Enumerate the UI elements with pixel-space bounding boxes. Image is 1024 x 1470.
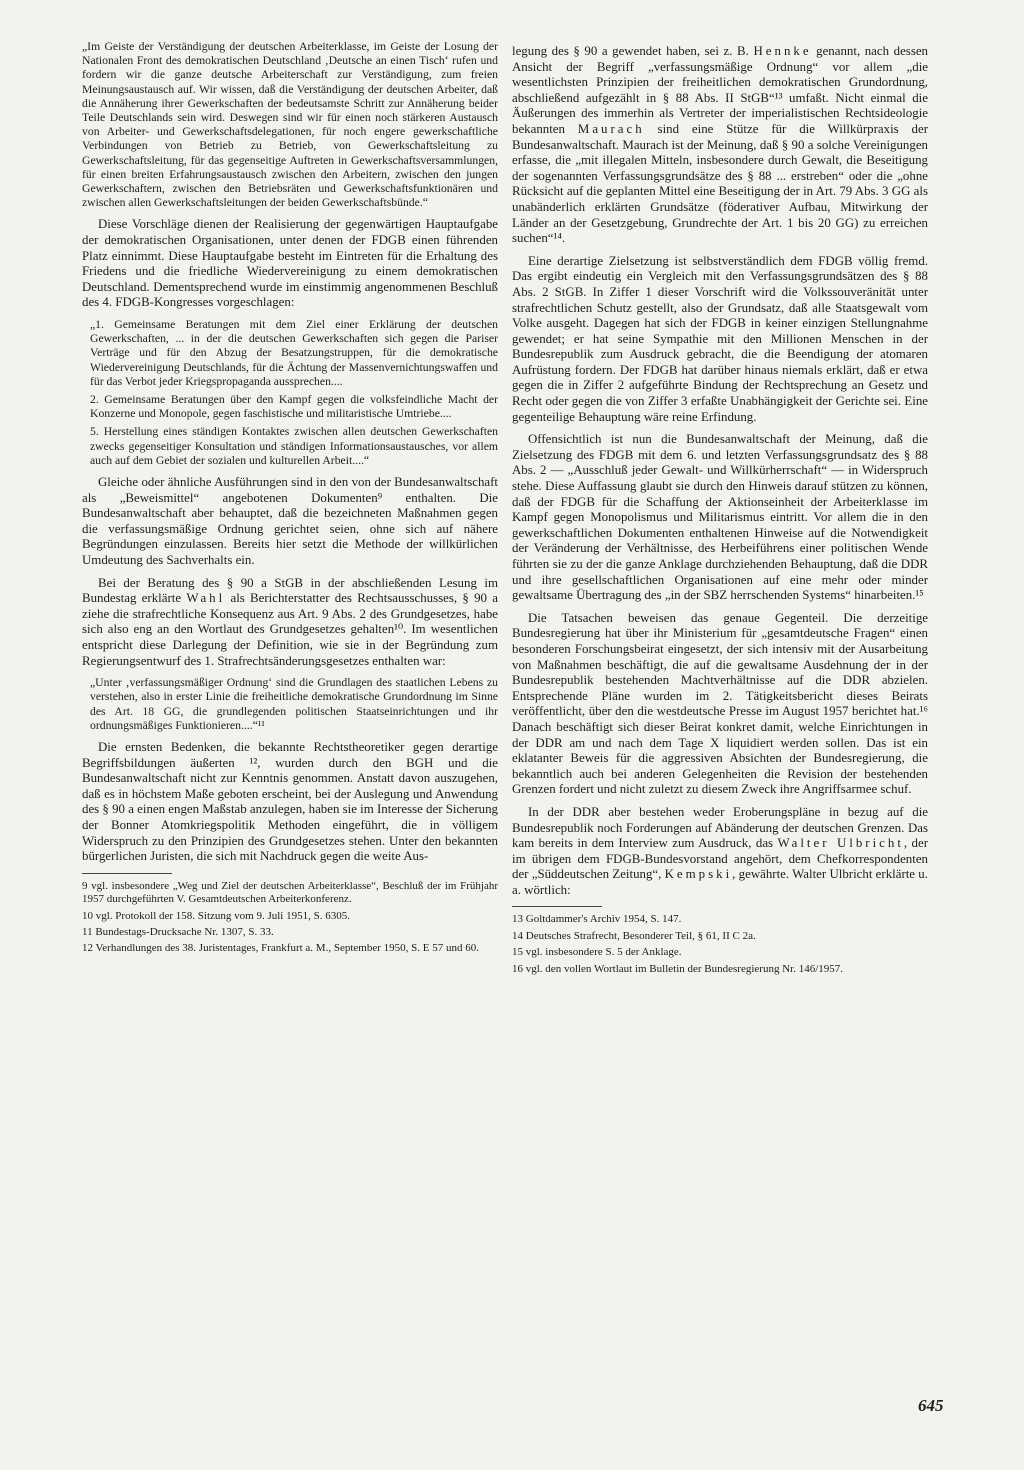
person-name: Wahl	[186, 591, 226, 606]
quote-item: „Unter ‚verfassungsmäßiger Ordnung‘ sind die Grundlagen des staatlichen Lebens zu verstehen, also in erster Linie die freiheitliche demokratische Grundordnung im Sinne des Art. 18 GG, die grundlegenden politischen Staatseinrichtungen und ihr ordnungsmäßiges Funktionieren....“¹¹	[90, 676, 498, 732]
text-run: genannt, nach dessen Ansicht der Begriff „verfassungsmäßige Ordnung“ vor allem „die wesentlichsten Prinzipien der freiheitlichen demokratischen Grundordnung, abschließend aufgezählt in § 88 Abs. II StGB“¹³ umfaßt. Nicht einmal die Äußerungen des immerhin als Vertreter der imperialistischen Rechtsideologie bekannten	[512, 44, 928, 136]
block-quote	[90, 676, 498, 733]
footnote: 14 Deutsches Strafrecht, Besonderer Teil, § 61, II C 2a.	[512, 929, 756, 942]
text-run: Bei der Beratung des § 90 a StGB in der abschließenden Lesung im Bundestag erklärte	[82, 575, 498, 606]
person-name: Hennke	[753, 44, 812, 58]
text-run: In der DDR aber bestehen weder Eroberungspläne in bezug auf die Bundesrepublik noch Forderungen auf Abänderung der deutschen Grenzen. Das kam bereits in dem Interview zum Ausdruck, das	[512, 804, 928, 851]
block-quote	[90, 318, 498, 468]
text-run: legung des § 90 a gewendet haben, sei z. B.	[512, 44, 749, 58]
paragraph	[512, 805, 928, 899]
paragraph: Gleiche oder ähnliche Ausführungen sind in den von der Bundesanwaltschaft als „Beweismittel“ angebotenen Dokumenten⁹ enthalten. Die Bundesanwaltschaft aber behauptet, daß die bezeichneten Maßnahmen gegen die verfassungsmäßige Ordnung gerichtet seien, ohne sich auf nähere Begründungen einzulassen. Bereits hier setzt die Methode der willkürlichen Umdeutung des Sachverhalts ein.	[82, 475, 498, 567]
paragraph	[82, 576, 498, 670]
text-run: sind eine Stütze für die Willkürpraxis der Bundesanwaltschaft. Maurach ist der Meinung, daß § 90 a solche Vereinigungen erfasse, die „mit illegalen Mitteln, insbesondere durch Gewalt, die Beseitigung der sogenannten Verfassungsgrundsätze des § 88 ... erstreben“ oder die „ohne Rücksicht auf die geplanten Mittel eine Beseitigung der in Art. 79 Abs. 3 GG als unabänderlich erklärten Grundsätze (föderativer Aufbau, Mitwirkung der Länder an der Gesetzgebung, Grundrechte der Art. 1 bis 20 GG) zu erreichen suchen“¹⁴.	[512, 121, 928, 246]
footnote-rule	[512, 906, 602, 907]
paragraph	[512, 44, 928, 247]
paragraph: Offensichtlich ist nun die Bundesanwaltschaft der Meinung, daß die Zielsetzung des FDGB mit dem 6. und letzten Verfassungsgrundsatz des § 88 Abs. 2 — „Ausschluß jeder Gewalt- und Willkürherrschaft“ — in Widerspruch stehe. Diese Auffassung glaubt sie durch den Hinweis darauf stützen zu können, daß der FDGB für die Schaffung der Aktionseinheit der Arbeiterklasse im Kampf gegen Monopolismus und Militarismus eintritt. Vor allem die in den gewerkschaftlichen Dokumenten enthaltenen Hinweise auf die Notwendigkeit der Veränderung der Verhältnisse, des Herbeiführens einer politischen Wende führten sie zu der die ganze Anklage durchziehenden Behauptung, daß die DDR und ihre gesellschaftlichen Organisationen auf eine mehr oder minder gewaltsame Übertragung des „in der SBZ herrschenden Systems“ hinarbeiten.¹⁵	[512, 432, 928, 603]
text-run: , gewährte. Walter Ulbricht erklärte u. a. wörtlich:	[512, 867, 928, 897]
quote-item: 2. Gemeinsame Beratungen über den Kampf gegen die volksfeindliche Macht der Konzerne und Monopole, gegen faschistische und militaristische Umtriebe....	[90, 393, 498, 421]
person-name: Kempski	[664, 867, 733, 882]
left-column	[82, 40, 498, 959]
right-column	[512, 44, 928, 979]
person-name: Maurach	[577, 121, 645, 136]
footnote: 13 Goltdammer's Archiv 1954, S. 147.	[512, 913, 682, 926]
footnote: 11 Bundestags-Drucksache Nr. 1307, S. 33.	[82, 925, 274, 938]
quote-item: „1. Gemeinsame Beratungen mit dem Ziel einer Erklärung der deutschen Gewerkschaften, ... in der die deutschen Gewerkschaften sich gegen die Pariser Verträge und für den Abzug der Besatzungstruppen, für die demokratische Wiedervereinigung Deutschlands, für die Ächtung der Massenvernichtungswaffen und für das Verbot jeder Kriegspropaganda aussprechen....	[90, 318, 498, 388]
footnote: 10 vgl. Protokoll der 158. Sitzung vom 9. Juli 1951, S. 6305.	[82, 909, 350, 922]
opening-quote	[82, 40, 498, 210]
text-run: , der im übrigen dem FDGB-Bundesvorstand angehört, dem Chefkorrespondenten der „Süddeutschen Zeitung“,	[512, 836, 929, 882]
text-run: als Berichterstatter des Rechtsausschusses, § 90 a ziehe die strafrechtliche Konsequenz aus Art. 9 Abs. 2 des Grundgesetzes, habe sich also eng an den Wortlaut des Grundgesetzes gehalten¹⁰. Im wesentlichen entspricht diese Darlegung der Definition, wie sie in der Begründung zum Regierungsentwurf des 1. Strafrechtsänderungsgesetzes enthalten war:	[82, 591, 498, 668]
footnotes	[512, 913, 928, 976]
footnote: 16 vgl. den vollen Wortlaut im Bulletin der Bundesregierung Nr. 146/1957.	[512, 962, 844, 975]
paragraph: Diese Vorschläge dienen der Realisierung der gegenwärtigen Hauptaufgabe der demokratischen Organisationen, unter denen der FDGB einen führenden Platz einnimmt. Diese Hauptaufgabe besteht im Eintreten für die Erhaltung des Friedens und die friedliche Wiedervereinigung zu einem demokratischen Deutschland. Dementsprechend wurde im einstimmig angenommenen Beschluß des 4. FDGB-Kongresses vorgeschlagen:	[82, 217, 498, 310]
footnote-rule	[82, 873, 172, 874]
quote-item: 5. Herstellung eines ständigen Kontaktes zwischen allen deutschen Gewerkschaften zwecks gegenseitiger Konsultation und ständigen Informationsaustausches, vor allem auch auf dem Gebiet der sozialen und kulturellen Arbeit....“	[90, 425, 498, 467]
footnote: 15 vgl. insbesondere S. 5 der Anklage.	[512, 946, 682, 959]
paragraph: Die ernsten Bedenken, die bekannte Rechtstheoretiker gegen derartige Begriffsbildungen äußerten ¹², wurden durch den BGH und die Bundesanwaltschaft nicht zur Kenntnis genommen. Anstatt davon auszugehen, daß es in höchstem Maße geboten erscheint, bei der Auslegung und Anwendung des § 90 a einen engen Maßstab anzulegen, haben sie im Interesse der Sicherung der Bonner Atomkriegspolitik Methoden eingeführt, die in völligem Widerspruch zu den Prinzipien des Grundgesetzes stehen. Unter den bekannten bürgerlichen Juristen, die sich mit Nachdruck gegen die weite Aus-	[82, 739, 498, 864]
footnote: 12 Verhandlungen des 38. Juristentages, Frankfurt a. M., September 1950, S. E 57 und 60.	[82, 942, 479, 955]
quote-paragraph: „Im Geiste der Verständigung der deutschen Arbeiterklasse, im Geiste der Losung der Nationalen Front des demokratischen Deutschland ‚Deutsche an einen Tisch‘ rufen und fordern wir die ganze deutsche Arbeiterschaft zur Verständigung, zum freien Meinungsaustausch auf. Wir wissen, daß die Verständigung der deutschen Arbeiter, daß die Annäherung ihrer Gewerkschaften der bedeutsamste Schritt zur Annäherung beider Teile Deutschlands sein wird. Deswegen sind wir für einen noch stärkeren Austausch von Arbeiter- und Gewerkschaftsdelegationen, für noch engere gewerkschaftliche Verbindungen von Betrieb zu Betrieb, von Gewerkschaftsleitung zu Gewerkschaftsleitung, für das gegenseitige Auftreten in Gewerkschaftsversammlungen, für einen breiten Erfahrungsaustausch zwischen den Arbeitern, zwischen den jungen Gewerkschaftern, zwischen den Betriebsräten und Gewerkschaftsfunktionären und zwischen allen Gewerkschaftsleitungen der beiden Gewerkschaftsbünde.“	[82, 40, 498, 210]
footnote: 9 vgl. insbesondere „Weg und Ziel der deutschen Arbeiterklasse“, Beschluß der im Frühjahr 1957 durchgeführten V. Gesamtdeutschen Arbeiterkonferenz.	[82, 879, 498, 906]
paragraph: Die Tatsachen beweisen das genaue Gegenteil. Die derzeitige Bundesregierung hat über ihr Ministerium für „gesamtdeutsche Fragen“ einen besonderen Forschungsbeirat eingesetzt, der sich intensiv mit der Ausarbeitung von Maßnahmen beschäftigt, die auf die gewaltsame Ausdehnung der in der Bundesrepublik bestehenden Machtverhältnisse auf die DDR abzielen. Entsprechende Pläne wurden im 2. Tätigkeitsbericht dieses Beirats veröffentlicht, über den die westdeutsche Presse im August 1957 berichtet hat.¹⁶ Danach beschäftigt sich dieser Beirat konkret damit, welche Einrichtungen in der DDR am und nach dem Tage X liquidiert werden sollen. Das ist ein eklatanter Beweis für die aggressiven Absichten der Bundesregierung, die bekanntlich auch bei anderen Gelegenheiten die Revision der bestehenden Grenzen fordert und nicht zuletzt zu diesem Zweck ihre Angriffsarmee schuf.	[512, 610, 928, 797]
paragraph: Eine derartige Zielsetzung ist selbstverständlich dem FDGB völlig fremd. Das ergibt eindeutig ein Vergleich mit den Verfassungsgrundsätzen des § 88 Abs. 2 StGB. In Ziffer 1 dieser Vorschrift wird die Volkssouveränität unter strafrechtlichen Schutz gestellt, also der Grundsatz, daß alle Staatsgewalt vom Volke ausgeht. Dagegen hat sich der FDGB in keiner einzigen Stellungnahme gewendet; er hat seine Sympathie mit den Millionen Menschen in der Bundesrepublik zum Ausdruck gebracht, die die Beendigung der atomaren Aufrüstung fordern. Der FDGB hat darüber hinaus niemals erklärt, daß er etwa gegen die in Ziffer 2 aufgeführte Bindung der Rechtsprechung an Gesetz und Recht oder gegen die von Ziffer 3 erfaßte Unabhängigkeit der Gerichte sei. Eine gegenteilige Behauptung wäre reine Erfindung.	[512, 253, 928, 424]
person-name: Walter Ulbricht	[777, 836, 904, 851]
footnotes	[82, 880, 498, 956]
page-number: 645	[918, 1396, 944, 1415]
